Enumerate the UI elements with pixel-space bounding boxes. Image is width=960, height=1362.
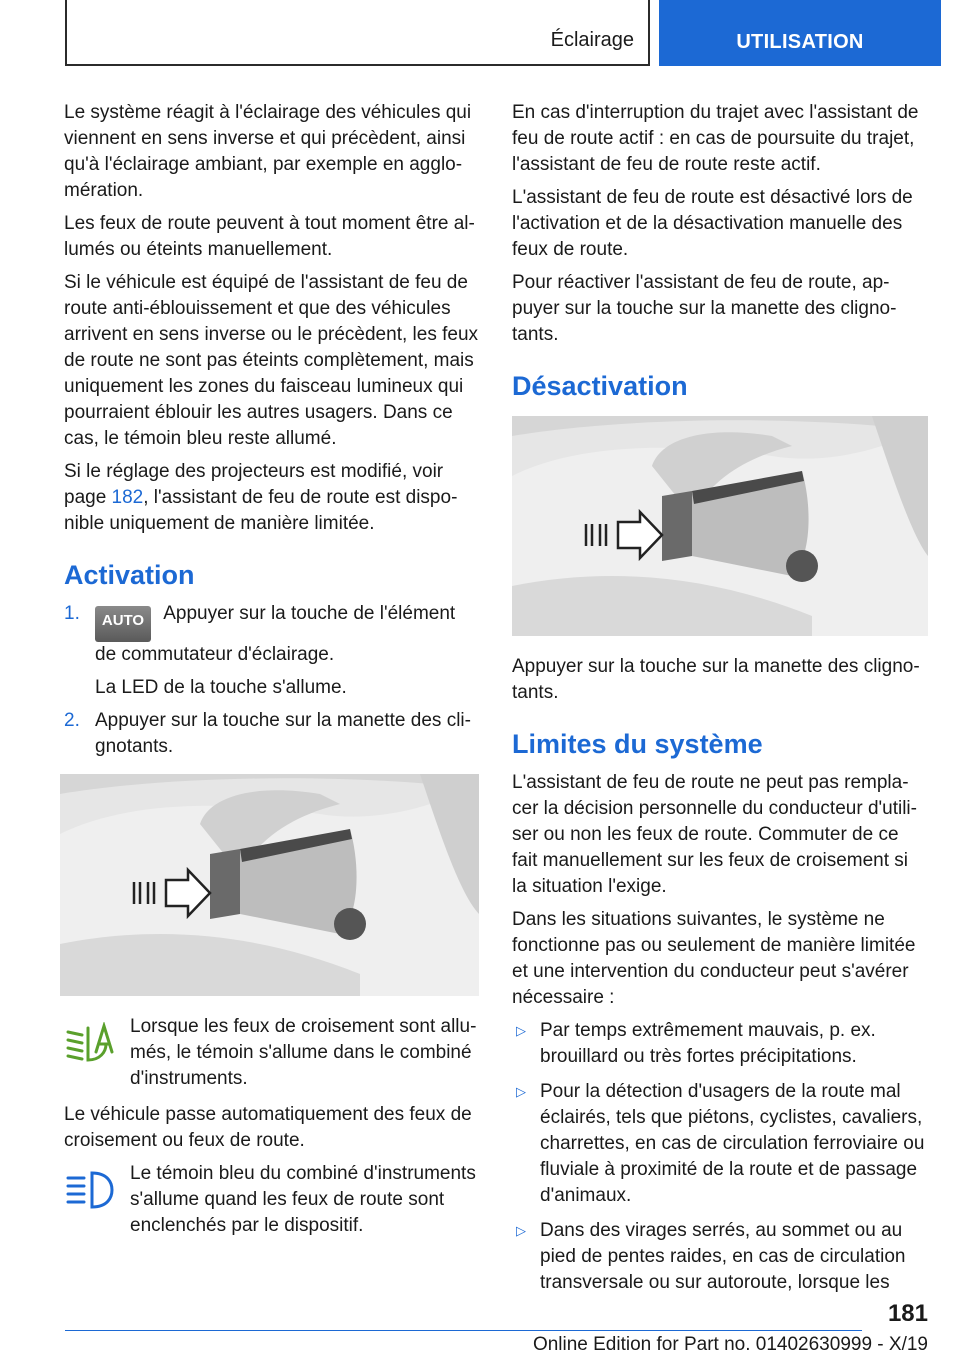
triangle-bullet-icon: ▷ <box>516 1084 526 1099</box>
list-item: ▷ Pour la détection d'usagers de la route mal éclairés, tels que piétons, cyclistes, cavaliers, charrettes, en cas de circulation ferroviaire ou fluviale à proximité de la route et de passage d'animaux. <box>516 1081 925 1206</box>
page-link[interactable]: 182 <box>111 487 144 508</box>
section-title: UTILISATION <box>736 31 864 53</box>
paragraph: En cas d'interruption du trajet avec l'assistant de feu de route actif : en cas de poursuite du trajet, l'assistant de feu de route reste actif. <box>512 102 919 175</box>
step-number: 2. <box>64 710 80 731</box>
page-number: 181 <box>887 1300 928 1327</box>
high-beam-indicator-icon <box>66 1169 116 1219</box>
heading-activation: Activation <box>64 560 195 590</box>
note-text: Lorsque les feux de croisement sont allumés, le témoin s'allume dans le combiné d'instruments. <box>130 1016 477 1089</box>
paragraph: Dans les situations suivantes, le système ne fonctionne pas ou seulement de manière limitée et une intervention du conducteur peut s'avérer nécessaire : <box>512 909 916 1008</box>
step-1-sub: La LED de la touche s'allume. <box>95 677 347 698</box>
high-beam-indicator-note <box>64 1161 479 1239</box>
step-number: 1. <box>64 603 80 624</box>
step-1 <box>64 601 479 668</box>
step-text: Appuyer sur la touche de l'élément de commutateur d'éclairage. <box>95 603 456 665</box>
paragraph: L'assistant de feu de route est désactivé lors de l'activation et de la désactivation manuelle des feux de route. <box>512 187 913 260</box>
list-item: ▷ Par temps extrêmement mauvais, p. ex. brouillard ou très fortes précipitations. <box>516 1020 876 1067</box>
paragraph: Pour réactiver l'assistant de feu de route, appuyer sur la touche sur la manette des clignotants. <box>512 272 897 345</box>
paragraph: Appuyer sur la touche sur la manette des clignotants. <box>512 656 920 703</box>
heading-deactivation: Désactivation <box>512 371 688 401</box>
note-text: Le témoin bleu du combiné d'instruments s'allume quand les feux de route sont enclenchés par le dispositif. <box>130 1163 476 1236</box>
paragraph: Les feux de route peuvent à tout moment être allumés ou éteints manuellement. <box>64 213 475 260</box>
step-text: Appuyer sur la touche sur la manette des clignotants. <box>95 710 471 757</box>
paragraph: Si le véhicule est équipé de l'assistant de feu de route anti-éblouissement et que des véhicules arrivent en sens inverse ou le précèdent, les feux de route ne sont pas éteints complètement, mais uniquement les zones du faisceau lumineux qui pourraient éblouir les autres usagers. Dans ce cas, le témoin bleu reste allumé. <box>64 272 479 449</box>
turn-signal-lever-illustration <box>60 774 479 996</box>
triangle-bullet-icon: ▷ <box>516 1023 526 1038</box>
paragraph: Le véhicule passe automatiquement des feux de croisement ou feux de route. <box>64 1104 472 1151</box>
paragraph: L'assistant de feu de route ne peut pas remplacer la décision personnelle du conducteur d'utiliser ou non les feux de route. Commuter de ce fait manuellement sur les feux de croisement si la situation l'exige. <box>512 772 917 897</box>
footer-divider <box>65 1330 862 1331</box>
header-section-tab <box>659 0 941 66</box>
footer-edition: Online Edition for Part no. 01402630999 - X/19 <box>532 1334 928 1355</box>
paragraph: Le système réagit à l'éclairage des véhicules qui viennent en sens inverse et qui précèdent, ainsi qu'à l'éclairage ambiant, par exemple en agglomération. <box>64 102 472 201</box>
left-column <box>64 100 479 1249</box>
heading-system-limits: Limites du système <box>512 729 763 759</box>
list-item: ▷ Dans des virages serrés, au sommet ou au pied de pentes raides, en cas de circulation transversale ou sur autoroute, lorsque les <box>516 1220 906 1293</box>
auto-button-icon: AUTO <box>95 606 151 642</box>
triangle-bullet-icon: ▷ <box>516 1223 526 1238</box>
right-column <box>512 100 928 1305</box>
low-beam-indicator-note <box>64 1014 479 1092</box>
paragraph: Si le réglage des projecteurs est modifié, voir page 182, l'assistant de feu de route est disponible uniquement de manière limitée. <box>64 461 458 534</box>
chapter-title: Éclairage <box>550 29 634 51</box>
step-2 <box>64 708 479 760</box>
turn-signal-lever-illustration <box>512 416 928 636</box>
header-chapter-box <box>65 0 650 66</box>
low-beam-auto-indicator-icon <box>66 1022 116 1072</box>
